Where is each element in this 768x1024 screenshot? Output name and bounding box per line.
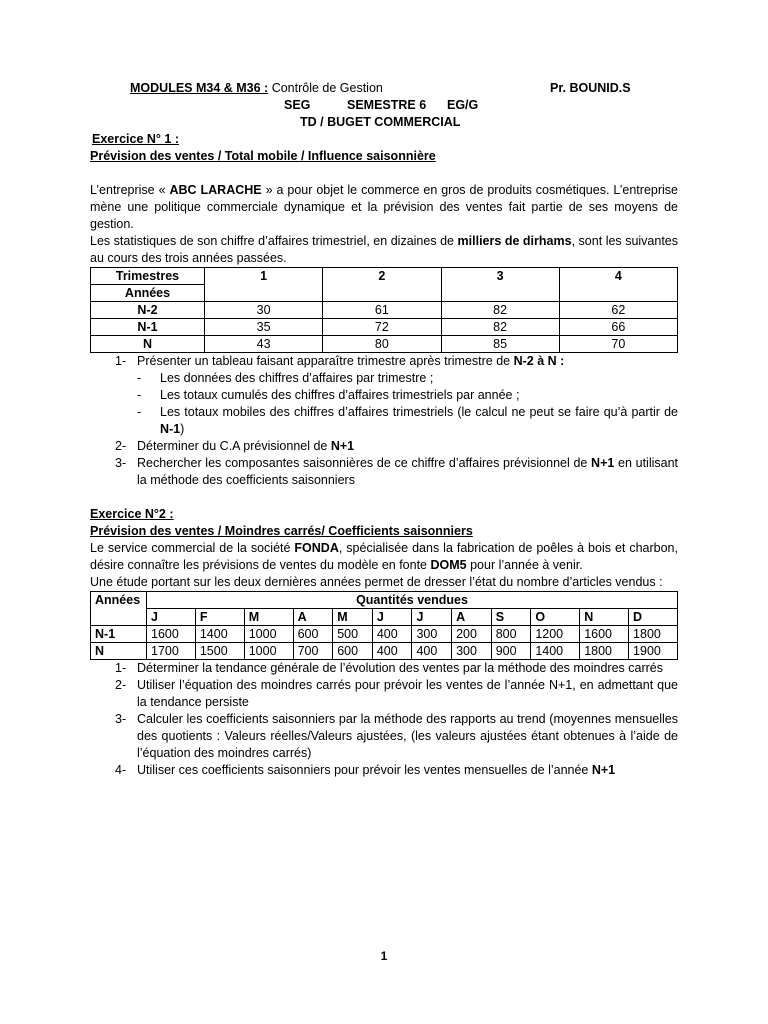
value-cell: 200 [452, 626, 492, 643]
td-title: TD / BUGET COMMERCIAL [300, 115, 461, 129]
value-cell: 1200 [531, 626, 580, 643]
seg-label: SEG [284, 98, 311, 112]
exercise-2-paragraph-1 [90, 540, 678, 574]
exercise-1-paragraph-1 [90, 182, 678, 233]
table-header-row [91, 268, 678, 285]
exercise-2-heading: Exercice N°2 : [90, 507, 174, 521]
question-item [90, 353, 678, 438]
text-run: N+1 [330, 439, 355, 453]
header-line-2 [90, 97, 678, 114]
question-item [90, 438, 678, 455]
sales-table [90, 591, 678, 660]
value-cell: 66 [559, 319, 677, 336]
value-cell: 1800 [629, 626, 678, 643]
list-item [90, 387, 678, 404]
value-cell: 70 [559, 336, 677, 353]
exercise-1-questions [90, 353, 678, 489]
text-run: pour l’année à venir. [466, 558, 583, 572]
group-label: EG/G [447, 98, 479, 112]
company-name: FONDA [294, 541, 339, 555]
unit-label: milliers de dirhams [457, 234, 572, 248]
text-run: Utiliser ces coefficients saisonniers pour prévoir les ventes mensuelles de l’année [137, 763, 592, 777]
question-number: 3- [115, 456, 127, 470]
text-run: Utiliser l’équation des moindres carrés pour prévoir les ventes de l’année N+1, en admettant que la tendance persiste [137, 678, 678, 709]
semester-label: SEMESTRE 6 [347, 98, 427, 112]
value-cell: 82 [441, 302, 559, 319]
value-cell: 30 [205, 302, 323, 319]
dash-bullet: - [137, 371, 142, 385]
table-row [91, 302, 678, 319]
month-header: M [333, 609, 373, 626]
value-cell: 1400 [195, 626, 244, 643]
value-cell: 1000 [244, 626, 293, 643]
text-run: Les statistiques de son chiffre d’affaires trimestriel, en dizaines de [90, 234, 458, 248]
year-cell: N [91, 336, 205, 353]
value-cell: 600 [293, 626, 333, 643]
text-run: Présenter un tableau faisant apparaître trimestre après trimestre de [137, 354, 514, 368]
question-number: 1- [115, 354, 127, 368]
month-header: A [452, 609, 492, 626]
course-name: Contrôle de Gestion [268, 81, 383, 95]
years-header: Années [91, 592, 147, 626]
text-run: , sont les suivantes au cours des trois années passées. [90, 234, 678, 265]
table-row [91, 626, 678, 643]
month-header: N [580, 609, 629, 626]
value-cell: 400 [412, 643, 452, 660]
quarter-header: 4 [559, 268, 677, 302]
text-run: Déterminer la tendance générale de l’évolution des ventes par la méthode des moindres carrés [137, 661, 663, 675]
month-header: F [195, 609, 244, 626]
month-header: J [147, 609, 196, 626]
month-header: M [244, 609, 293, 626]
value-cell: 300 [452, 643, 492, 660]
text-run: N-1 [160, 422, 181, 436]
text-run: Calculer les coefficients saisonniers par la méthode des rapports au trend (moyennes mensuelles des quotients : Valeurs réelles/Valeurs ajustées, (les valeurs ajustées étant obtenues à l’aide de l’équation des moindres carrés) [137, 712, 678, 760]
text-run: N+1 [591, 763, 616, 777]
exercise-1-subheading: Prévision des ventes / Total mobile / Influence saisonnière [90, 149, 436, 163]
question-number: 2- [115, 678, 127, 692]
value-cell: 72 [323, 319, 441, 336]
text-run: Les totaux cumulés des chiffres d’affaires trimestriels par année ; [160, 388, 520, 402]
text-run: Déterminer du C.A prévisionnel de [137, 439, 331, 453]
value-cell: 85 [441, 336, 559, 353]
list-item [90, 370, 678, 387]
page-number: 1 [380, 949, 388, 963]
question-item [90, 711, 678, 762]
year-cell: N-2 [91, 302, 205, 319]
text-run: Les données des chiffres d’affaires par trimestre ; [160, 371, 434, 385]
table-row [91, 319, 678, 336]
value-cell: 1800 [580, 643, 629, 660]
quarter-header: 2 [323, 268, 441, 302]
value-cell: 900 [491, 643, 531, 660]
exercise-1-heading: Exercice N° 1 : [92, 132, 179, 146]
text-run: , spécialisée dans la fabrication de poêles à bois et charbon, désire connaître les prévisions de ventes du modèle en fonte [90, 541, 678, 572]
value-cell: 1700 [147, 643, 196, 660]
value-cell: 400 [372, 626, 412, 643]
value-cell: 35 [205, 319, 323, 336]
text-run: en utilisant la méthode des coefficients saisonniers [137, 456, 678, 487]
question-item [90, 455, 678, 489]
text-run: Les totaux mobiles des chiffres d’affaires trimestriels (le calcul ne peut se faire qu’à partir de [160, 405, 678, 419]
dash-bullet: - [137, 405, 142, 419]
quarters-header: Trimestres [91, 268, 205, 285]
question-item [90, 762, 678, 779]
exercise-2-questions [90, 660, 678, 779]
year-cell: N-1 [91, 626, 147, 643]
value-cell: 500 [333, 626, 373, 643]
exercise-2-subheading: Prévision des ventes / Moindres carrés/ Coefficients saisonniers [90, 524, 473, 538]
exercise-1-paragraph-2 [90, 233, 678, 267]
value-cell: 300 [412, 626, 452, 643]
question-number: 3- [115, 712, 127, 726]
revenue-table [90, 267, 678, 353]
quarter-header: 1 [205, 268, 323, 302]
value-cell: 1600 [147, 626, 196, 643]
text-run: Le service commercial de la société [90, 541, 295, 555]
value-cell: 700 [293, 643, 333, 660]
text-run: N+1 [591, 456, 615, 470]
month-header: J [412, 609, 452, 626]
text-run: N-2 à N : [513, 354, 565, 368]
value-cell: 80 [323, 336, 441, 353]
model-name: DOM5 [430, 558, 467, 572]
value-cell: 82 [441, 319, 559, 336]
text-run: Rechercher les composantes saisonnières de ce chiffre d’affaires prévisionnel de [137, 456, 592, 470]
value-cell: 1600 [580, 626, 629, 643]
value-cell: 1400 [531, 643, 580, 660]
value-cell: 1500 [195, 643, 244, 660]
table-header-row [91, 592, 678, 609]
month-header: J [372, 609, 412, 626]
question-number: 1- [115, 661, 127, 675]
year-cell: N-1 [91, 319, 205, 336]
text-run: » a pour objet le commerce en gros de produits cosmétiques. L’entreprise mène une politique commerciale dynamique et la prévision des ventes fait partie de ses moyens de gestion. [90, 183, 678, 231]
question-item [90, 677, 678, 711]
header-line-1 [90, 80, 678, 97]
document-page [90, 80, 678, 779]
question-number: 2- [115, 439, 127, 453]
modules-label: MODULES M34 & M36 : [130, 81, 269, 95]
month-header: A [293, 609, 333, 626]
table-row [91, 643, 678, 660]
exercise-2-paragraph-2: Une étude portant sur les deux dernières années permet de dresser l’état du nombre d’articles vendus : [90, 575, 663, 589]
month-header: O [531, 609, 580, 626]
value-cell: 1000 [244, 643, 293, 660]
sub-list [90, 370, 678, 438]
text-run: ) [180, 422, 185, 436]
dash-bullet: - [137, 388, 142, 402]
course-title [130, 80, 383, 97]
value-cell: 43 [205, 336, 323, 353]
value-cell: 400 [372, 643, 412, 660]
list-item [90, 404, 678, 438]
professor-name: Pr. BOUNID.S [550, 81, 631, 95]
month-header: D [629, 609, 678, 626]
value-cell: 800 [491, 626, 531, 643]
value-cell: 61 [323, 302, 441, 319]
month-header: S [491, 609, 531, 626]
value-cell: 62 [559, 302, 677, 319]
table-row [91, 336, 678, 353]
quarter-header: 3 [441, 268, 559, 302]
value-cell: 1900 [629, 643, 678, 660]
years-header: Années [91, 285, 205, 302]
value-cell: 600 [333, 643, 373, 660]
header-line-3 [90, 114, 678, 131]
company-name: ABC LARACHE [169, 183, 262, 197]
months-row [91, 609, 678, 626]
quantities-header: Quantités vendues [147, 592, 678, 609]
text-run: L’entreprise « [90, 183, 170, 197]
question-item [90, 660, 678, 677]
question-number: 4- [115, 763, 127, 777]
year-cell: N [91, 643, 147, 660]
